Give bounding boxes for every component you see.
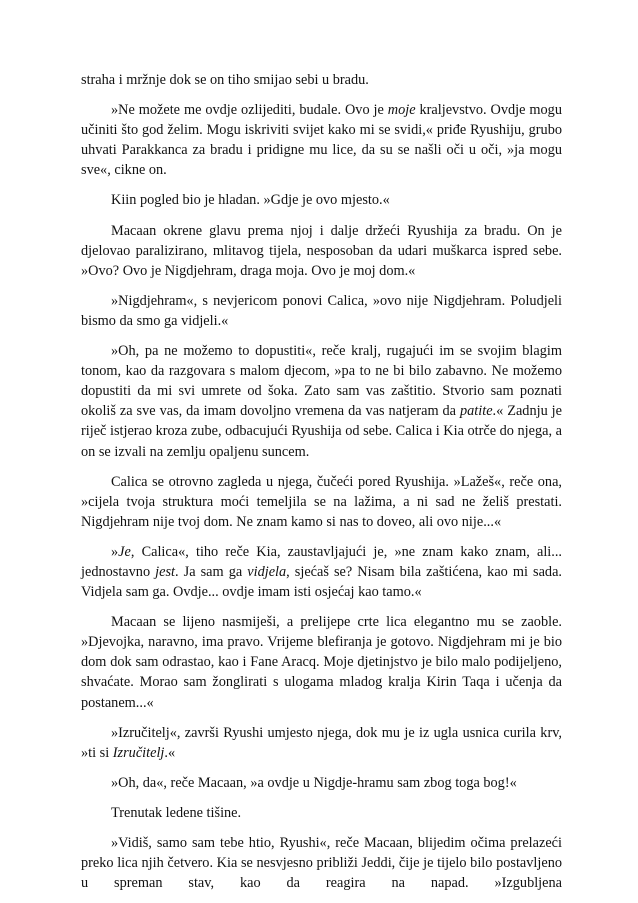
paragraph-4: Macaan okrene glavu prema njoj i dalje držeći Ryushija za bradu. On je djelovao paralizirano, mlitavog tijela, nesposoban da udari muškarca ispred sebe. »Ovo? Ovo je Nigdjehram, draga moja. Ovo je moj dom.« <box>81 222 562 279</box>
paragraph-1: straha i mržnje dok se on tiho smijao sebi u bradu. <box>81 72 369 88</box>
paragraph-6: »Oh, pa ne možemo to dopustiti«, reče kralj, rugajući im se svojim blagim tonom, kao da razgovara s malom djecom, »pa to ne bi bilo zabavno. Ne možemo dopustiti da mi svi umrete od šoka. Zato sam vas zaštitio. Stvorio sam poznati okoliš za sve vas, da imam dovoljno vremena da vas natjeram da patite.« Zadnju je riječ istjerao kroza zube, odbacujući Ryushija od sebe. Calica i Kia otrče do njega, a on se izvali na zemlju opaljenu suncem. <box>81 343 562 460</box>
paragraph-7: Calica se otrovno zagleda u njega, čučeći pored Ryushija. »Lažeš«, reče ona, »cijela tvoja struktura moći temeljila se na lažima, a ni sad ne želiš prestati. Nigdjehram nije tvoj dom. Ne znam kamo si nas to doveo, ali ovo nije...« <box>81 473 562 530</box>
document-page <box>81 70 562 893</box>
paragraph-5: »Nigdjehram«, s nevjericom ponovi Calica, »ovo nije Nigdjehram. Poludjeli bismo da smo ga vidjeli.« <box>81 292 562 329</box>
paragraph-3: Kiin pogled bio je hladan. »Gdje je ovo mjesto.« <box>111 192 390 209</box>
paragraph-11: »Oh, da«, reče Macaan, »a ovdje u Nigdje-hramu sam zbog toga bog!« <box>111 774 517 791</box>
paragraph-2: »Ne možete me ovdje ozlijediti, budale. Ovo je moje kraljevstvo. Ovdje mogu učiniti što god želim. Mogu iskriviti svijet kako mi se svidi,« priđe Ryushiju, grubo uhvati Parakkanca za bradu i pridigne mu lice, da su se našli oči u oči, »ja mogu sve«, cikne on. <box>81 102 562 179</box>
paragraph-8: »Je, Calica«, tiho reče Kia, zaustavljajući je, »ne znam kako znam, ali... jednostavno jest. Ja sam ga vidjela, sjećaš se? Nisam bila zaštićena, kao mi sada. Vidjela sam ga. Ovdje... ovdje imam isti osjećaj kao tamo.« <box>81 543 562 601</box>
paragraph-10: »Izručitelj«, završi Ryushi umjesto njega, dok mu je iz ugla usnica curila krv, »ti si Izručitelj.« <box>81 724 562 761</box>
paragraph-9: Macaan se lijeno nasmiješi, a prelijepe crte lica elegantno mu se zaoble. »Djevojka, naravno, ima pravo. Vrijeme blefiranja je gotovo. Nigdjehram mi je bio dom dok sam odrastao, kao i Fane Aracq. Moje djetinjstvo je bilo malo podijeljeno, shvaćate. Morao sam žonglirati s ulogama mladog kralja Kirin Taqa i učenja da postanem...« <box>81 614 562 711</box>
paragraph-12: Trenutak ledene tišine. <box>111 804 242 821</box>
paragraph-13: »Vidiš, samo sam tebe htio, Ryushi«, reče Macaan, blijedim očima prelazeći preko lica njih četvero. Kia se nesvjesno približi Jeddi, čije je tijelo bilo postavljeno u spreman stav, kao da reagira na napad. »Izgubljena <box>81 835 562 892</box>
